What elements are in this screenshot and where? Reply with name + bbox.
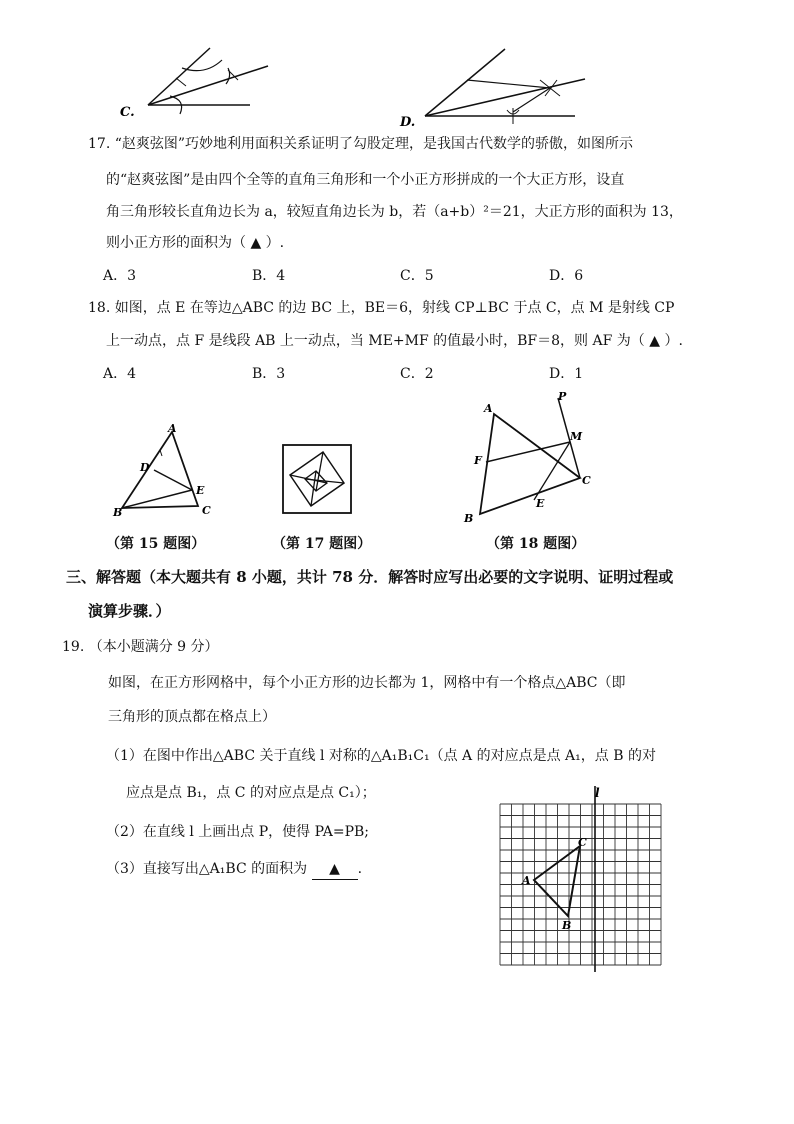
grid-label-b: B [562, 919, 572, 932]
q18-option-c: C．2 [400, 366, 434, 382]
fig15-label-c: C [202, 504, 211, 517]
fig18-caption: （第 18 题图） [486, 536, 586, 552]
fig15-caption: （第 15 题图） [106, 536, 206, 552]
fig18-label-c: C [582, 474, 591, 487]
construction-figure-c [110, 38, 290, 123]
grid-label-l: l [595, 786, 600, 800]
triangle-abc [534, 846, 580, 916]
fig15-label-b: B [113, 506, 123, 519]
section-3-header-line-2: 演算步骤．） [88, 602, 171, 620]
q19-part-3-text: （3）直接写出△A₁BC 的面积为 [106, 861, 308, 877]
figure-18 [462, 388, 612, 526]
grid-label-a: A [522, 874, 531, 887]
q19-part-2: （2）在直线 l 上画出点 P，使得 PA=PB; [106, 824, 370, 840]
q19-part-1-line-2: 应点是点 B₁，点 C 的对应点是点 C₁）； [126, 785, 376, 801]
section-3-header-line-1: 三、解答题（本大题共有 8 小题，共计 78 分．解答时应写出必要的文字说明、证明过程或 [66, 568, 674, 586]
q17-option-c: C．5 [400, 268, 434, 284]
q19-intro-line-1: 如图，在正方形网格中，每个小正方形的边长都为 1，网格中有一个格点△ABC（即 [108, 675, 626, 691]
q17-line-2: 的“赵爽弦图”是由四个全等的直角三角形和一个小正方形拼成的一个大正方形，设直 [106, 172, 625, 188]
option-c-label: C. [120, 105, 135, 120]
fig15-label-a: A [168, 422, 177, 435]
fig18-label-f: F [474, 454, 482, 467]
q18-line-2: 上一动点，点 F 是线段 AB 上一动点，当 ME+MF 的值最小时，BF＝8，则 AF 为（ ▲ ）. [106, 333, 683, 349]
q17-line-4: 则小正方形的面积为（ ▲ ）. [106, 235, 285, 251]
q19-part-3: （3）直接写出△A₁BC 的面积为 ▲ . [106, 859, 362, 880]
q17-line-1: 17. “赵爽弦图”巧妙地利用面积关系证明了勾股定理，是我国古代数学的骄傲，如图所示 [88, 136, 634, 152]
q17-option-d: D．6 [549, 268, 584, 284]
q17-line-3: 角三角形较长直角边长为 a，较短直角边长为 b，若（a+b）²＝21，大正方形的面积为 13， [106, 204, 683, 220]
q17-option-a: A．3 [103, 268, 137, 284]
option-d-label: D. [400, 115, 416, 129]
q18-line-1: 18. 如图，点 E 在等边△ABC 的边 BC 上，BE＝6，射线 CP⊥BC 于点 C，点 M 是射线 CP [88, 300, 675, 316]
q19-answer-blank: ▲ [312, 859, 358, 880]
q18-option-d: D．1 [549, 366, 584, 382]
q19-header: 19. （本小题满分 9 分） [62, 639, 219, 655]
fig18-label-e: E [536, 497, 545, 510]
construction-figure-d [395, 44, 595, 129]
grid-label-c: C [578, 836, 587, 849]
q18-option-b: B．3 [252, 366, 286, 382]
q18-option-a: A．4 [103, 366, 137, 382]
q19-grid-figure [496, 784, 676, 974]
fig18-label-p: P [558, 390, 567, 403]
q19-intro-line-2: 三角形的顶点都在格点上） [108, 709, 276, 725]
fig15-label-e: E [196, 484, 205, 497]
fig18-label-b: B [464, 512, 474, 525]
fig15-label-d: D [140, 461, 150, 474]
q19-part-1-line-1: （1）在图中作出△ABC 关于直线 l 对称的△A₁B₁C₁（点 A 的对应点是点 A₁，点 B 的对 [106, 748, 656, 764]
q17-option-b: B．4 [252, 268, 286, 284]
fig18-label-a: A [484, 402, 493, 415]
fig18-label-m: M [570, 430, 583, 443]
fig17-caption: （第 17 题图） [272, 536, 372, 552]
figure-15 [108, 420, 218, 520]
figure-17-zhao-shuang-diagram [278, 440, 358, 520]
